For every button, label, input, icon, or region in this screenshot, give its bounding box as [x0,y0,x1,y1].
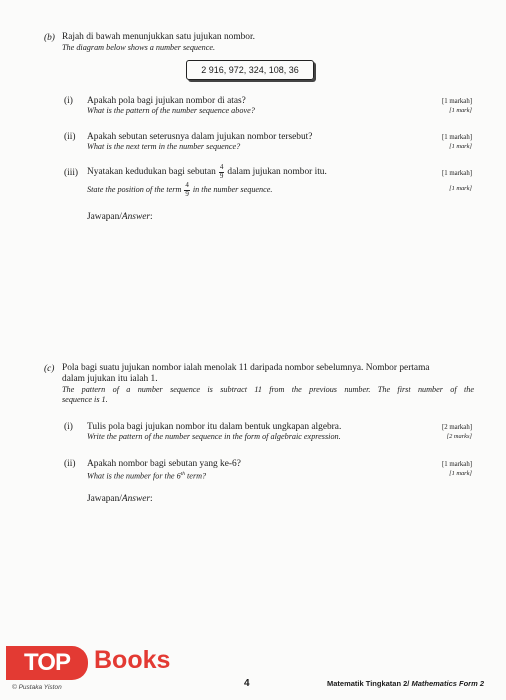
question-b-iii-ms-before: Nyatakan kedudukan bagi sebutan [87,166,216,177]
question-b-iii-text-ms [87,164,327,180]
fraction-four-ninths-en [184,182,190,198]
part-b-label: (b) [44,33,55,43]
sequence-box [186,60,314,80]
question-c-ii-mark-en: [1 mark] [449,470,472,477]
question-b-ii-mark-ms: [1 markah] [441,134,472,141]
question-c-i-mark-ms: [2 markah] [441,424,472,431]
question-b-i-number: (i) [64,96,73,106]
part-c-intro-en-line1: The pattern of a number sequence is subtract 11 from the previous number. The first number of the [62,385,474,394]
question-b-iii-ms-after: dalam jujukan nombor itu. [227,166,327,177]
question-b-i-mark-en: [1 mark] [449,107,472,114]
question-b-iii-en-before: State the position of the term [87,185,182,194]
question-c-i-number: (i) [64,422,73,432]
question-c-ii-mark-ms: [1 markah] [441,461,472,468]
question-c-ii-number: (ii) [64,459,76,469]
fraction-denominator: 9 [219,171,224,180]
answer-label-b-ms: Jawapan/ [87,212,122,222]
answer-label-c-en: Answer [121,494,151,504]
topbooks-logo-top: TOP [6,646,88,680]
question-b-iii-text-en [87,182,272,198]
footer-title-ms: Matematik Tingkatan 2/ [327,679,410,688]
question-b-i-mark-ms: [1 markah] [441,98,472,105]
topbooks-logo-books: Books [94,646,171,674]
question-c-i-text-ms: Tulis pola bagi jujukan nombor itu dalam bentuk ungkapan algebra. [87,422,342,432]
question-b-ii-mark-en: [1 mark] [449,143,472,150]
question-b-iii-mark-ms: [1 markah] [441,170,472,177]
question-c-ii-en-before: What is the number for the 6 [87,471,181,481]
question-b-iii-en-after: in the number sequence. [192,185,273,194]
footer-title [327,679,484,688]
fraction-numerator: 4 [219,163,224,171]
part-b-intro-en: The diagram below shows a number sequence. [62,43,216,52]
sequence-text: 2 916, 972, 324, 108, 36 [201,65,299,75]
answer-label-c-ms: Jawapan/ [87,494,122,504]
question-c-i-text-en: Write the pattern of the number sequence in the form of algebraic expression. [87,432,341,441]
part-c-intro-ms-line2: dalam jujukan itu ialah 1. [62,374,158,384]
answer-space-b[interactable] [87,228,473,348]
page-number: 4 [244,678,250,689]
answer-label-c [87,494,153,505]
question-c-ii-en-sup: th [180,471,185,477]
question-b-ii-text-en: What is the next term in the number sequence? [87,142,241,151]
question-b-ii-number: (ii) [64,132,76,142]
fraction-numerator-en: 4 [185,181,189,189]
question-c-ii-en-after: term? [184,471,207,481]
question-b-i-text-en: What is the pattern of the number sequence above? [87,106,255,115]
copyright-text: © Pustaka Yiston [12,684,62,691]
fraction-denominator-en: 9 [185,189,189,198]
part-c-label: (c) [44,364,55,374]
part-c-intro-en-line2: sequence is 1. [62,395,108,404]
question-c-ii-text-en [87,469,206,482]
fraction-four-ninths [219,164,225,180]
answer-space-c[interactable] [87,510,473,640]
answer-label-b-en: Answer [121,212,151,222]
question-b-ii-text-ms: Apakah sebutan seterusnya dalam jujukan nombor tersebut? [87,132,313,142]
answer-label-b [87,212,153,223]
question-c-ii-text-ms: Apakah nombor bagi sebutan yang ke-6? [87,459,241,469]
part-b-intro-ms: Rajah di bawah menunjukkan satu jujukan nombor. [62,32,255,42]
answer-label-c-colon: : [150,494,153,504]
question-b-iii-number: (iii) [64,168,79,178]
part-c-intro-ms-line1: Pola bagi suatu jujukan nombor ialah menolak 11 daripada nombor sebelumnya. Nombor pertama [62,363,430,373]
answer-label-b-colon: : [150,212,153,222]
question-b-i-text-ms: Apakah pola bagi jujukan nombor di atas? [87,96,246,106]
question-b-iii-mark-en: [1 mark] [449,185,472,192]
footer-title-en: Mathematics Form 2 [409,679,484,688]
question-c-i-mark-en: [2 marks] [446,433,472,440]
